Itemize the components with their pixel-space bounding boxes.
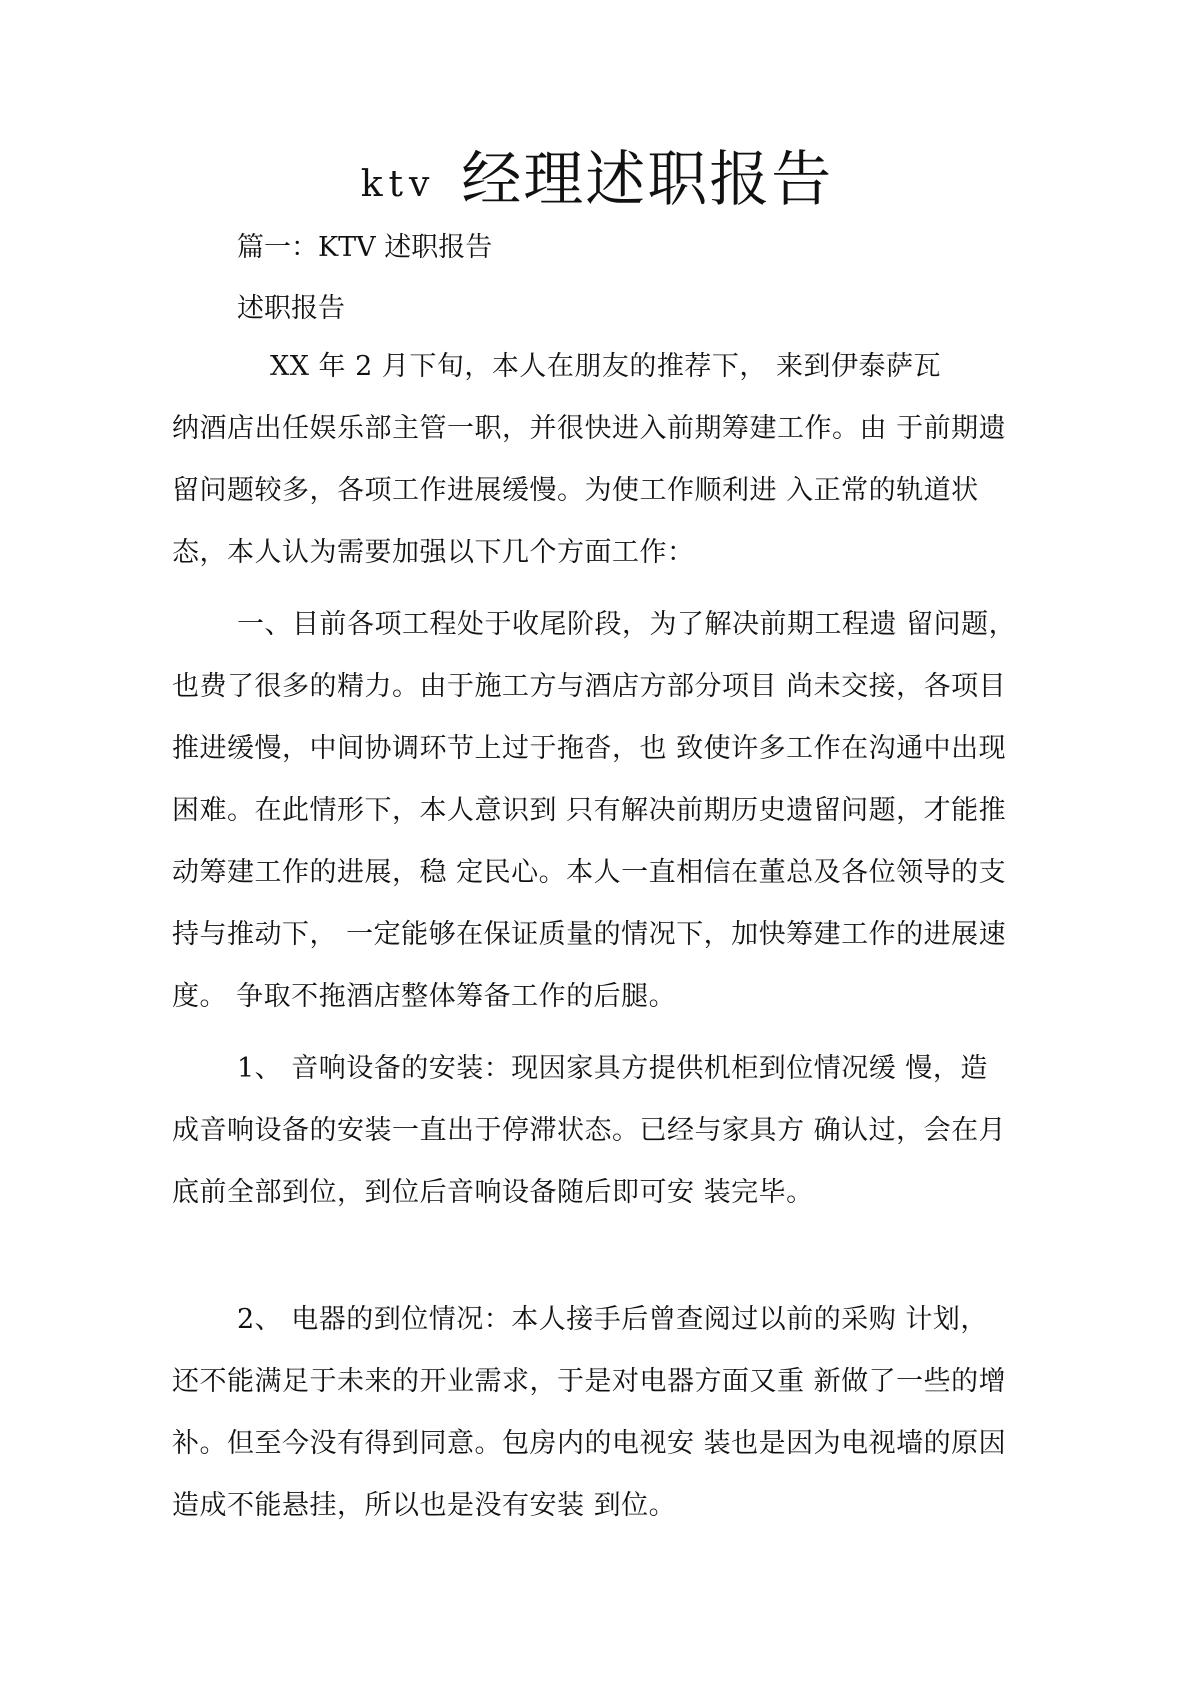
paragraph-line: 造成不能悬挂，所以也是没有安装 到位。 <box>172 1490 677 1521</box>
paragraph-line: 成音响设备的安装一直出于停滞状态。已经与家具方 确认过，会在月 <box>172 1115 1007 1146</box>
document-title <box>0 140 1194 225</box>
paragraph-line: 也费了很多的精力。由于施工方与酒店方部分项目 尚未交接，各项目 <box>172 671 1007 702</box>
paragraph-line: 困难。在此情形下，本人意识到 只有解决前期历史遗留问题，才能推 <box>172 795 1007 826</box>
paragraph-line: 2、 电器的到位情况：本人接手后曾查阅过以前的采购 计划， <box>237 1304 988 1335</box>
paragraph-line: 还不能满足于未来的开业需求，于是对电器方面又重 新做了一些的增 <box>172 1366 1007 1397</box>
paragraph-line: 动筹建工作的进展，稳 定民心。本人一直相信在董总及各位领导的支 <box>172 857 1007 888</box>
paragraph-line: 纳酒店出任娱乐部主管一职，并很快进入前期筹建工作。由 于前期遗 <box>172 413 1007 444</box>
paragraph-line: 度。 争取不拖酒店整体筹备工作的后腿。 <box>172 981 677 1012</box>
paragraph-line: 态，本人认为需要加强以下几个方面工作： <box>172 537 695 568</box>
title-latin: ktv <box>360 164 436 205</box>
subheading: 述职报告 <box>237 293 345 324</box>
title-chinese: 经理述职报告 <box>461 145 834 215</box>
paragraph-line: XX 年 2 月下旬，本人在朋友的推荐下， 来到伊泰萨瓦 <box>270 351 941 382</box>
paragraph-line: 底前全部到位，到位后音响设备随后即可安 装完毕。 <box>172 1177 814 1208</box>
paragraph-line: 推进缓慢，中间协调环节上过于拖沓，也 致使许多工作在沟通中出现 <box>172 733 1007 764</box>
paragraph-line: 留问题较多，各项工作进展缓慢。为使工作顺利进 入正常的轨道状 <box>172 475 979 506</box>
paragraph-line: 持与推动下， 一定能够在保证质量的情况下，加快筹建工作的进展速 <box>172 919 1007 950</box>
paragraph-line: 1、 音响设备的安装：现因家具方提供机柜到位情况缓 慢，造 <box>237 1053 988 1084</box>
paragraph-line: 一、目前各项工程处于收尾阶段，为了解决前期工程遗 留问题， <box>237 609 1017 640</box>
paragraph-line: 补。但至今没有得到同意。包房内的电视安 装也是因为电视墙的原因 <box>172 1428 1007 1459</box>
section-heading: 篇一：KTV 述职报告 <box>237 232 493 263</box>
